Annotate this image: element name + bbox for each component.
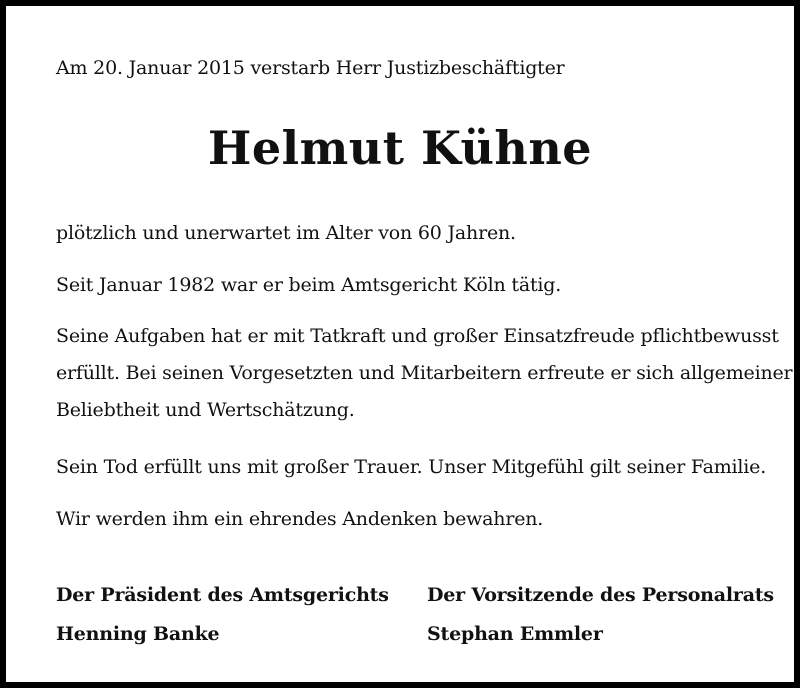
paragraph-duties-line: erfüllt. Bei seinen Vorgesetzten und Mitarbeitern erfreute er sich allgemeiner [56, 362, 793, 384]
signatory-right-title: Der Vorsitzende des Personalrats [427, 584, 774, 606]
signatory-left-name: Henning Banke [56, 623, 220, 645]
paragraph-age: plötzlich und unerwartet im Alter von 60 Jahren. [56, 222, 516, 244]
paragraph-employment: Seit Januar 1982 war er beim Amtsgericht Köln tätig. [56, 274, 562, 296]
paragraph-duties-line: Seine Aufgaben hat er mit Tatkraft und großer Einsatzfreude pflichtbewusst [56, 325, 779, 347]
paragraph-duties-line: Beliebtheit und Wertschätzung. [56, 399, 355, 421]
paragraph-condolence: Sein Tod erfüllt uns mit großer Trauer. Unser Mitgefühl gilt seiner Familie. [56, 456, 767, 478]
intro-text: Am 20. Januar 2015 verstarb Herr Justizbeschäftigter [56, 57, 565, 79]
paragraph-duties [56, 318, 793, 429]
signatory-left-title: Der Präsident des Amtsgerichts [56, 584, 389, 606]
paragraph-remembrance: Wir werden ihm ein ehrendes Andenken bewahren. [56, 508, 544, 530]
deceased-name: Helmut Kühne [207, 121, 593, 175]
signatory-right-name: Stephan Emmler [427, 623, 603, 645]
